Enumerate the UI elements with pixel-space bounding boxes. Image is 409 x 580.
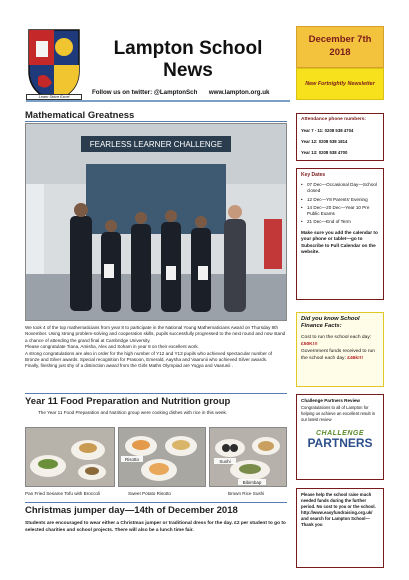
- bibimbap-label: Bibimbap: [242, 480, 262, 485]
- phone-line-1: Year 7 - 11: 0208 538 4704: [301, 128, 354, 133]
- photo-banner-text: FEARLESS LEARNER CHALLENGE: [89, 140, 223, 149]
- maths-paragraph-3: A strong congratulations are also in order for the high number of Y12 and Y13 pupils who achieved spectacular number of Bronze and Silver awards. Special recognition for Prasoon, Emerald, Aaysha and Vaarunii who achieved Silver awards.: [25, 350, 273, 363]
- key-date-item: • 12 Dec—Y8 Parents' Evening: [301, 197, 379, 203]
- fundraising-box: [296, 488, 384, 568]
- maths-article: [25, 325, 287, 370]
- phone-box-title: Attendance phone numbers:: [301, 117, 367, 122]
- website-link[interactable]: www.lampton.org.uk: [208, 89, 270, 96]
- maths-paragraph-4: Finally, finishing just shy of a distinction award from the Girls Maths Olympiad are Yogya and Vaarunii .: [25, 363, 233, 369]
- date-line-2: 2018: [329, 47, 351, 58]
- finance-title: Did you know School Finance Facts:: [301, 316, 360, 329]
- finance-value-2: £46k!!!: [347, 356, 363, 361]
- finance-fact-2: Government funds received to run the school each day: £46k!!!: [301, 349, 375, 361]
- header-divider: [26, 100, 290, 102]
- school-crest: [26, 27, 82, 105]
- sushi-label: Sushi: [219, 459, 231, 464]
- maths-paragraph-1: We took 4 of the top mathematicians from year 8 to participate in the National Young Mathematicians Award on Thursday 8th November. Using strong problem-solving and cooperation skills, pupils successfully progressed to the next round and now stand a chance of attending the grand final at Cambridge University.: [25, 325, 286, 343]
- finance-fact-1: Cost to run the school each day: £50K!!!: [301, 335, 372, 347]
- challenge-text: Congratulations to all of Lampton for helping us achieve an excellent result in our latest review: [301, 405, 376, 422]
- phone-line-3: Year 13: 0208 538 4700: [301, 150, 348, 155]
- follow-bar: [92, 89, 292, 96]
- key-date-item: • 07 Dec—Occasional Day—School closed: [301, 182, 379, 195]
- challenge-title: Challenge Partners Review: [301, 398, 360, 403]
- fundraising-text[interactable]: Please help the school raise much needed funds during the further period. No cost to you or the school. http://www.easyfundraising.org.uk/ and search for Lampton School—Thank you: [301, 492, 376, 527]
- challenge-partners-logo: [301, 430, 379, 450]
- maths-title-rule: [25, 121, 287, 122]
- key-date-item: • 21 Dec—End of Term: [301, 219, 379, 225]
- caption-tofu: Pan Fried Sesame Tofu with Broccoli: [25, 491, 100, 496]
- finance-value-1: £50K!!!: [301, 342, 318, 347]
- cp-logo-line-1: CHALLENGE: [315, 430, 365, 438]
- phone-line-2: Year 12: 0208 538 1814: [301, 139, 348, 144]
- food-section-divider: [25, 393, 287, 394]
- food-intro: The Year 11 Food Preparation and Nutrition group were cooking dishes with rice in this week.: [38, 410, 228, 415]
- calendar-note: Make sure you add the calendar to your phone or tablet—go to Subscribe to Full Calendar on the website.: [301, 229, 378, 254]
- xmas-section-title: Christmas jumper day—14th of December 2018: [25, 505, 238, 516]
- crest-motto: Learn Strive Excel: [26, 94, 82, 100]
- key-dates-title: Key Dates: [301, 172, 326, 178]
- key-date-item: • 14 Dec—20 Dec—Year 10 Pre Public Exams: [301, 205, 379, 218]
- xmas-text: Students are encouraged to wear either a Christmas jumper or traditional dress for the day. £2 per student to go to selected charities and school projects. There will also be a lunch time fair.: [25, 521, 286, 533]
- issue-date: [296, 26, 384, 68]
- key-dates-box: [296, 168, 384, 300]
- xmas-section-divider: [25, 502, 287, 503]
- twitter-handle[interactable]: Follow us on twitter: @LamptonSch: [92, 89, 198, 96]
- challenge-partners-box: [296, 394, 384, 480]
- food-photo-risotto: [118, 427, 206, 487]
- cp-logo-line-2: PARTNERS: [307, 436, 373, 451]
- finance-facts-box: [296, 312, 384, 387]
- maths-paragraph-2: Please congratulate Tiana, Amisha, Alex and Soham in year 8 on their excellent work.: [25, 344, 199, 350]
- maths-section-title: Mathematical Greatness: [25, 110, 135, 121]
- caption-sushi: Brown Rice Sushi: [228, 491, 265, 496]
- food-section-title: Year 11 Food Preparation and Nutrition group: [25, 396, 231, 407]
- newsletter-badge: New Fortnightly Newsletter: [296, 68, 384, 100]
- caption-risotto: Sweet Potato Risotto: [128, 491, 171, 496]
- attendance-phone-box: [296, 113, 384, 161]
- food-photo-tofu: [25, 427, 115, 487]
- title-line-1: Lampton School: [113, 38, 263, 59]
- risotto-label: Risotto: [124, 457, 140, 462]
- date-line-1: December 7th: [308, 34, 372, 45]
- page-title: [98, 38, 278, 82]
- title-line-2: News: [163, 60, 213, 81]
- food-photo-sushi: [209, 427, 287, 487]
- maths-team-photo: [25, 123, 287, 321]
